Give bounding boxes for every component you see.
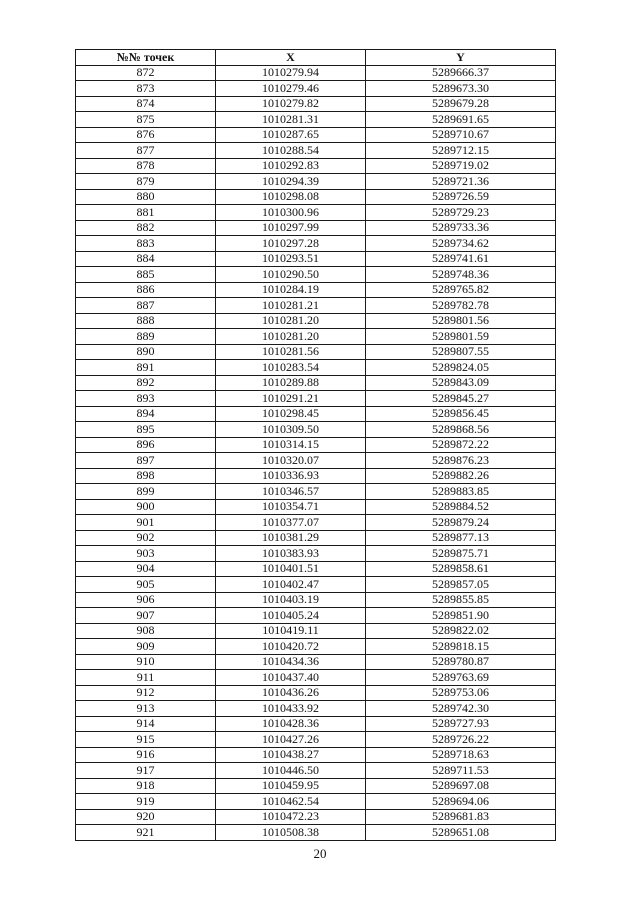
y-coordinate-cell: 5289718.63 xyxy=(366,747,556,763)
table-row xyxy=(76,639,556,655)
point-number-cell: 921 xyxy=(76,825,216,841)
x-coordinate-cell: 1010436.26 xyxy=(216,685,366,701)
table-row xyxy=(76,96,556,112)
table-row xyxy=(76,701,556,717)
point-number-cell: 916 xyxy=(76,747,216,763)
point-number-cell: 884 xyxy=(76,251,216,267)
point-number-cell: 885 xyxy=(76,267,216,283)
point-number-cell: 911 xyxy=(76,670,216,686)
x-coordinate-cell: 1010336.93 xyxy=(216,468,366,484)
y-coordinate-cell: 5289875.71 xyxy=(366,546,556,562)
table-row xyxy=(76,484,556,500)
table-row xyxy=(76,112,556,128)
table-row xyxy=(76,329,556,345)
table-row xyxy=(76,499,556,515)
table-row xyxy=(76,422,556,438)
table-row xyxy=(76,825,556,841)
table-row xyxy=(76,577,556,593)
header-row xyxy=(76,50,556,66)
point-number-cell: 896 xyxy=(76,437,216,453)
table-row xyxy=(76,236,556,252)
x-coordinate-cell: 1010381.29 xyxy=(216,530,366,546)
table-row xyxy=(76,654,556,670)
point-number-cell: 880 xyxy=(76,189,216,205)
table-row xyxy=(76,515,556,531)
point-number-cell: 872 xyxy=(76,65,216,81)
point-number-cell: 909 xyxy=(76,639,216,655)
table-row xyxy=(76,437,556,453)
header-point-number: №№ точек xyxy=(76,50,216,66)
x-coordinate-cell: 1010346.57 xyxy=(216,484,366,500)
y-coordinate-cell: 5289741.61 xyxy=(366,251,556,267)
point-number-cell: 897 xyxy=(76,453,216,469)
point-number-cell: 912 xyxy=(76,685,216,701)
y-coordinate-cell: 5289748.36 xyxy=(366,267,556,283)
y-coordinate-cell: 5289855.85 xyxy=(366,592,556,608)
y-coordinate-cell: 5289824.05 xyxy=(366,360,556,376)
x-coordinate-cell: 1010284.19 xyxy=(216,282,366,298)
point-number-cell: 898 xyxy=(76,468,216,484)
y-coordinate-cell: 5289710.67 xyxy=(366,127,556,143)
point-number-cell: 881 xyxy=(76,205,216,221)
y-coordinate-cell: 5289729.23 xyxy=(366,205,556,221)
table-row xyxy=(76,716,556,732)
y-coordinate-cell: 5289727.93 xyxy=(366,716,556,732)
point-number-cell: 902 xyxy=(76,530,216,546)
table-row xyxy=(76,685,556,701)
table-row xyxy=(76,267,556,283)
table-row xyxy=(76,189,556,205)
table-row xyxy=(76,453,556,469)
y-coordinate-cell: 5289883.85 xyxy=(366,484,556,500)
point-number-cell: 907 xyxy=(76,608,216,624)
point-number-cell: 893 xyxy=(76,391,216,407)
x-coordinate-cell: 1010314.15 xyxy=(216,437,366,453)
point-number-cell: 906 xyxy=(76,592,216,608)
point-number-cell: 889 xyxy=(76,329,216,345)
y-coordinate-cell: 5289818.15 xyxy=(366,639,556,655)
point-number-cell: 873 xyxy=(76,81,216,97)
x-coordinate-cell: 1010377.07 xyxy=(216,515,366,531)
y-coordinate-cell: 5289851.90 xyxy=(366,608,556,624)
point-number-cell: 886 xyxy=(76,282,216,298)
table-row xyxy=(76,375,556,391)
y-coordinate-cell: 5289726.59 xyxy=(366,189,556,205)
point-number-cell: 913 xyxy=(76,701,216,717)
y-coordinate-cell: 5289651.08 xyxy=(366,825,556,841)
table-row xyxy=(76,282,556,298)
point-number-cell: 920 xyxy=(76,809,216,825)
x-coordinate-cell: 1010298.08 xyxy=(216,189,366,205)
y-coordinate-cell: 5289742.30 xyxy=(366,701,556,717)
point-number-cell: 915 xyxy=(76,732,216,748)
x-coordinate-cell: 1010508.38 xyxy=(216,825,366,841)
point-number-cell: 905 xyxy=(76,577,216,593)
point-number-cell: 874 xyxy=(76,96,216,112)
point-number-cell: 887 xyxy=(76,298,216,314)
y-coordinate-cell: 5289712.15 xyxy=(366,143,556,159)
table-row xyxy=(76,763,556,779)
table-row xyxy=(76,158,556,174)
x-coordinate-cell: 1010446.50 xyxy=(216,763,366,779)
table-row xyxy=(76,809,556,825)
point-number-cell: 876 xyxy=(76,127,216,143)
table-row xyxy=(76,205,556,221)
y-coordinate-cell: 5289822.02 xyxy=(366,623,556,639)
x-coordinate-cell: 1010472.23 xyxy=(216,809,366,825)
y-coordinate-cell: 5289876.23 xyxy=(366,453,556,469)
point-number-cell: 910 xyxy=(76,654,216,670)
x-coordinate-cell: 1010294.39 xyxy=(216,174,366,190)
x-coordinate-cell: 1010287.65 xyxy=(216,127,366,143)
x-coordinate-cell: 1010433.92 xyxy=(216,701,366,717)
point-number-cell: 914 xyxy=(76,716,216,732)
header-y: Y xyxy=(366,50,556,66)
point-number-cell: 918 xyxy=(76,778,216,794)
x-coordinate-cell: 1010405.24 xyxy=(216,608,366,624)
table-row xyxy=(76,608,556,624)
table-row xyxy=(76,251,556,267)
x-coordinate-cell: 1010300.96 xyxy=(216,205,366,221)
x-coordinate-cell: 1010434.36 xyxy=(216,654,366,670)
x-coordinate-cell: 1010281.56 xyxy=(216,344,366,360)
point-number-cell: 877 xyxy=(76,143,216,159)
x-coordinate-cell: 1010420.72 xyxy=(216,639,366,655)
table-row xyxy=(76,344,556,360)
y-coordinate-cell: 5289879.24 xyxy=(366,515,556,531)
y-coordinate-cell: 5289763.69 xyxy=(366,670,556,686)
table-row xyxy=(76,561,556,577)
point-number-cell: 899 xyxy=(76,484,216,500)
x-coordinate-cell: 1010298.45 xyxy=(216,406,366,422)
x-coordinate-cell: 1010279.46 xyxy=(216,81,366,97)
x-coordinate-cell: 1010427.26 xyxy=(216,732,366,748)
x-coordinate-cell: 1010288.54 xyxy=(216,143,366,159)
x-coordinate-cell: 1010462.54 xyxy=(216,794,366,810)
y-coordinate-cell: 5289780.87 xyxy=(366,654,556,670)
x-coordinate-cell: 1010401.51 xyxy=(216,561,366,577)
x-coordinate-cell: 1010293.51 xyxy=(216,251,366,267)
point-number-cell: 888 xyxy=(76,313,216,329)
point-number-cell: 919 xyxy=(76,794,216,810)
y-coordinate-cell: 5289843.09 xyxy=(366,375,556,391)
x-coordinate-cell: 1010320.07 xyxy=(216,453,366,469)
point-number-cell: 895 xyxy=(76,422,216,438)
y-coordinate-cell: 5289856.45 xyxy=(366,406,556,422)
point-number-cell: 879 xyxy=(76,174,216,190)
table-row xyxy=(76,732,556,748)
y-coordinate-cell: 5289845.27 xyxy=(366,391,556,407)
table-row xyxy=(76,623,556,639)
table-row xyxy=(76,65,556,81)
table-row xyxy=(76,794,556,810)
table-row xyxy=(76,546,556,562)
y-coordinate-cell: 5289666.37 xyxy=(366,65,556,81)
table-row xyxy=(76,313,556,329)
point-number-cell: 903 xyxy=(76,546,216,562)
x-coordinate-cell: 1010289.88 xyxy=(216,375,366,391)
x-coordinate-cell: 1010419.11 xyxy=(216,623,366,639)
table-row xyxy=(76,127,556,143)
point-number-cell: 908 xyxy=(76,623,216,639)
point-number-cell: 904 xyxy=(76,561,216,577)
table-row xyxy=(76,143,556,159)
point-number-cell: 882 xyxy=(76,220,216,236)
table-row xyxy=(76,778,556,794)
table-body xyxy=(76,65,556,840)
y-coordinate-cell: 5289726.22 xyxy=(366,732,556,748)
y-coordinate-cell: 5289884.52 xyxy=(366,499,556,515)
x-coordinate-cell: 1010279.82 xyxy=(216,96,366,112)
y-coordinate-cell: 5289681.83 xyxy=(366,809,556,825)
x-coordinate-cell: 1010281.21 xyxy=(216,298,366,314)
page-number: 20 xyxy=(313,846,327,861)
y-coordinate-cell: 5289857.05 xyxy=(366,577,556,593)
table-row xyxy=(76,747,556,763)
y-coordinate-cell: 5289679.28 xyxy=(366,96,556,112)
y-coordinate-cell: 5289673.30 xyxy=(366,81,556,97)
table-row xyxy=(76,592,556,608)
x-coordinate-cell: 1010438.27 xyxy=(216,747,366,763)
x-coordinate-cell: 1010281.20 xyxy=(216,313,366,329)
table-row xyxy=(76,468,556,484)
point-number-cell: 894 xyxy=(76,406,216,422)
y-coordinate-cell: 5289872.22 xyxy=(366,437,556,453)
y-coordinate-cell: 5289801.59 xyxy=(366,329,556,345)
x-coordinate-cell: 1010437.40 xyxy=(216,670,366,686)
x-coordinate-cell: 1010383.93 xyxy=(216,546,366,562)
point-number-cell: 892 xyxy=(76,375,216,391)
x-coordinate-cell: 1010292.83 xyxy=(216,158,366,174)
table-row xyxy=(76,406,556,422)
x-coordinate-cell: 1010281.20 xyxy=(216,329,366,345)
x-coordinate-cell: 1010403.19 xyxy=(216,592,366,608)
y-coordinate-cell: 5289868.56 xyxy=(366,422,556,438)
header-x: X xyxy=(216,50,366,66)
y-coordinate-cell: 5289721.36 xyxy=(366,174,556,190)
point-number-cell: 917 xyxy=(76,763,216,779)
y-coordinate-cell: 5289882.26 xyxy=(366,468,556,484)
point-number-cell: 883 xyxy=(76,236,216,252)
y-coordinate-cell: 5289694.06 xyxy=(366,794,556,810)
table-row xyxy=(76,670,556,686)
table-row xyxy=(76,530,556,546)
point-number-cell: 891 xyxy=(76,360,216,376)
y-coordinate-cell: 5289782.78 xyxy=(366,298,556,314)
y-coordinate-cell: 5289697.08 xyxy=(366,778,556,794)
y-coordinate-cell: 5289753.06 xyxy=(366,685,556,701)
x-coordinate-cell: 1010428.36 xyxy=(216,716,366,732)
y-coordinate-cell: 5289807.55 xyxy=(366,344,556,360)
x-coordinate-cell: 1010283.54 xyxy=(216,360,366,376)
x-coordinate-cell: 1010297.28 xyxy=(216,236,366,252)
table-row xyxy=(76,81,556,97)
x-coordinate-cell: 1010281.31 xyxy=(216,112,366,128)
x-coordinate-cell: 1010402.47 xyxy=(216,577,366,593)
x-coordinate-cell: 1010290.50 xyxy=(216,267,366,283)
table-row xyxy=(76,174,556,190)
x-coordinate-cell: 1010297.99 xyxy=(216,220,366,236)
y-coordinate-cell: 5289691.65 xyxy=(366,112,556,128)
x-coordinate-cell: 1010291.21 xyxy=(216,391,366,407)
point-number-cell: 901 xyxy=(76,515,216,531)
table-row xyxy=(76,391,556,407)
table-row xyxy=(76,220,556,236)
table-row xyxy=(76,298,556,314)
y-coordinate-cell: 5289765.82 xyxy=(366,282,556,298)
y-coordinate-cell: 5289877.13 xyxy=(366,530,556,546)
table-row xyxy=(76,360,556,376)
y-coordinate-cell: 5289733.36 xyxy=(366,220,556,236)
table-header xyxy=(76,50,556,66)
x-coordinate-cell: 1010354.71 xyxy=(216,499,366,515)
y-coordinate-cell: 5289858.61 xyxy=(366,561,556,577)
point-number-cell: 890 xyxy=(76,344,216,360)
point-number-cell: 875 xyxy=(76,112,216,128)
point-number-cell: 900 xyxy=(76,499,216,515)
y-coordinate-cell: 5289719.02 xyxy=(366,158,556,174)
x-coordinate-cell: 1010279.94 xyxy=(216,65,366,81)
y-coordinate-cell: 5289801.56 xyxy=(366,313,556,329)
x-coordinate-cell: 1010309.50 xyxy=(216,422,366,438)
x-coordinate-cell: 1010459.95 xyxy=(216,778,366,794)
coordinates-table xyxy=(75,49,556,841)
y-coordinate-cell: 5289734.62 xyxy=(366,236,556,252)
point-number-cell: 878 xyxy=(76,158,216,174)
y-coordinate-cell: 5289711.53 xyxy=(366,763,556,779)
